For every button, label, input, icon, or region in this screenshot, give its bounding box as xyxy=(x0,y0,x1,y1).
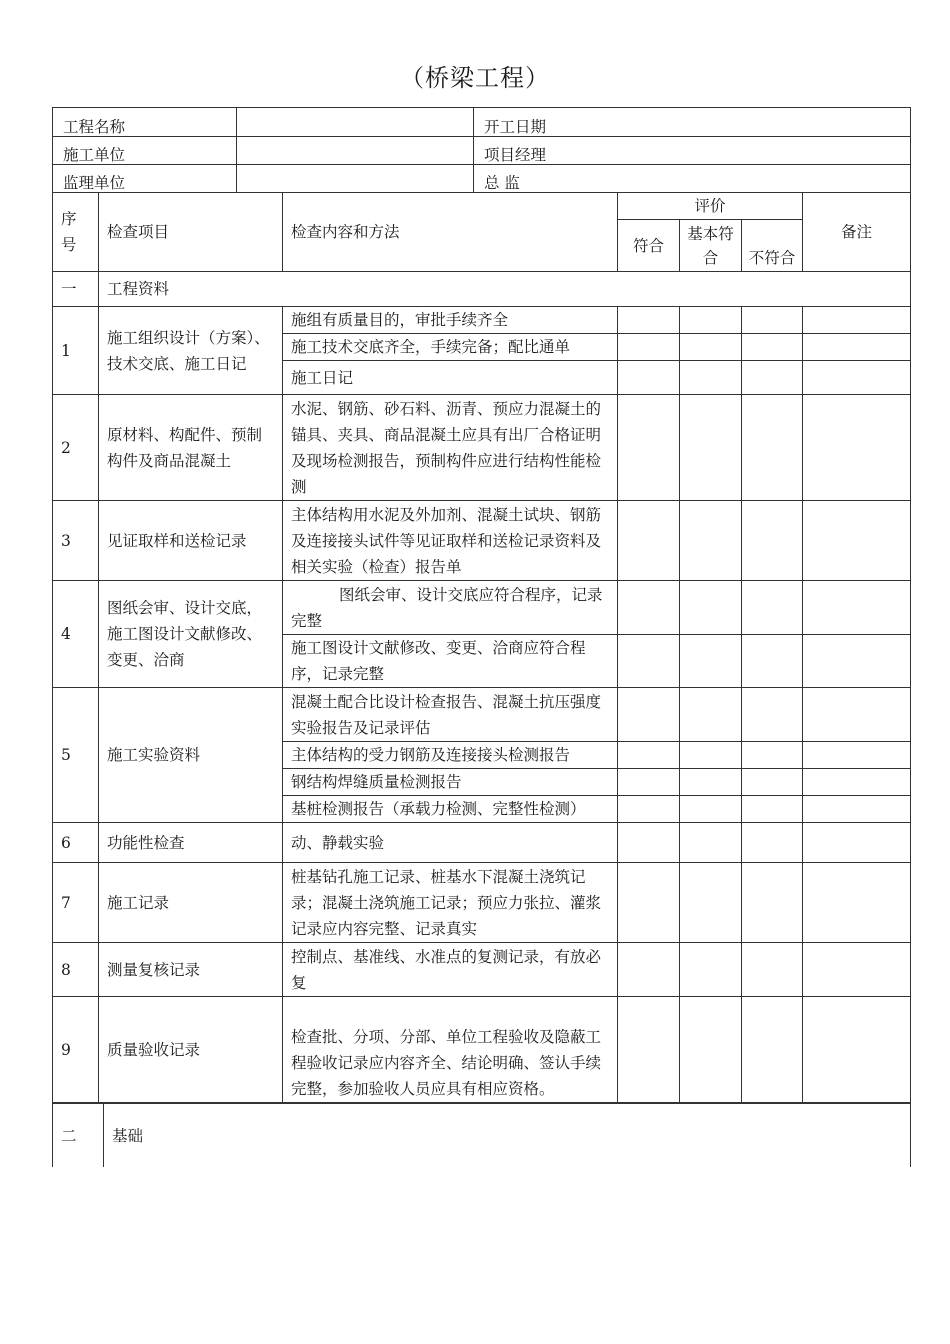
row-item: 原材料、构配件、预制构件及商品混凝土 xyxy=(99,395,283,501)
header-not-conform: 不符合 xyxy=(742,220,803,272)
row-seq: 5 xyxy=(53,688,99,823)
header-item: 检查项目 xyxy=(99,193,283,272)
basic-conform-cell[interactable] xyxy=(680,635,742,688)
row-content: 施组有质量目的，审批手续齐全 xyxy=(283,307,618,334)
basic-conform-cell[interactable] xyxy=(680,307,742,334)
basic-conform-cell[interactable] xyxy=(680,581,742,635)
not-conform-cell[interactable] xyxy=(742,361,803,395)
not-conform-cell[interactable] xyxy=(742,823,803,863)
not-conform-cell[interactable] xyxy=(742,769,803,796)
basic-conform-cell[interactable] xyxy=(680,501,742,581)
row-content: 水泥、钢筋、砂石料、沥青、预应力混凝土的锚具、夹具、商品混凝土应具有出厂合格证明及现场检测报告，预制构件应进行结构性能检测 xyxy=(283,395,618,501)
basic-conform-cell[interactable] xyxy=(680,943,742,997)
row-content: 主体结构用水泥及外加剂、混凝土试块、钢筋及连接接头试件等见证取样和送检记录资料及相关实验（检查）报告单 xyxy=(283,501,618,581)
not-conform-cell[interactable] xyxy=(742,796,803,823)
row-content: 混凝土配合比设计检查报告、混凝土抗压强度实验报告及记录评估 xyxy=(283,688,618,742)
not-conform-cell[interactable] xyxy=(742,581,803,635)
row-item: 质量验收记录 xyxy=(99,997,283,1103)
row-item: 施工实验资料 xyxy=(99,688,283,823)
row-content: 施工日记 xyxy=(283,361,618,395)
not-conform-cell[interactable] xyxy=(742,395,803,501)
row-content: 检查批、分项、分部、单位工程验收及隐蔽工程验收记录应内容齐全、结论明确、签认手续完整，参加验收人员应具有相应资格。 xyxy=(283,997,618,1103)
row-content: 动、静载实验 xyxy=(283,823,618,863)
remarks-cell[interactable] xyxy=(803,501,911,581)
conform-cell[interactable] xyxy=(618,943,680,997)
remarks-cell[interactable] xyxy=(803,395,911,501)
remarks-cell[interactable] xyxy=(803,943,911,997)
basic-conform-cell[interactable] xyxy=(680,796,742,823)
conform-cell[interactable] xyxy=(618,796,680,823)
remarks-cell[interactable] xyxy=(803,307,911,334)
row-content: 施工技术交底齐全，手续完备；配比通单 xyxy=(283,334,618,361)
not-conform-cell[interactable] xyxy=(742,742,803,769)
row-content: 主体结构的受力钢筋及连接接头检测报告 xyxy=(283,742,618,769)
basic-conform-cell[interactable] xyxy=(680,769,742,796)
remarks-cell[interactable] xyxy=(803,581,911,635)
inspection-table xyxy=(52,192,911,1103)
section-title: 工程资料 xyxy=(99,272,911,307)
conform-cell[interactable] xyxy=(618,823,680,863)
not-conform-cell[interactable] xyxy=(742,334,803,361)
remarks-cell[interactable] xyxy=(803,796,911,823)
not-conform-cell[interactable] xyxy=(742,863,803,943)
conform-cell[interactable] xyxy=(618,395,680,501)
remarks-cell[interactable] xyxy=(803,361,911,395)
not-conform-cell[interactable] xyxy=(742,943,803,997)
conform-cell[interactable] xyxy=(618,742,680,769)
row-seq: 3 xyxy=(53,501,99,581)
basic-conform-cell[interactable] xyxy=(680,997,742,1103)
remarks-cell[interactable] xyxy=(803,688,911,742)
row-content-text: 图纸会审、设计交底应符合程序，记录完整 xyxy=(291,585,603,630)
chief-supervisor-label: 总 监 xyxy=(474,165,911,193)
remarks-cell[interactable] xyxy=(803,334,911,361)
conform-cell[interactable] xyxy=(618,635,680,688)
header-evaluation: 评价 xyxy=(618,193,803,220)
remarks-cell[interactable] xyxy=(803,997,911,1103)
conform-cell[interactable] xyxy=(618,581,680,635)
remarks-cell[interactable] xyxy=(803,635,911,688)
row-item: 测量复核记录 xyxy=(99,943,283,997)
not-conform-cell[interactable] xyxy=(742,997,803,1103)
conform-cell[interactable] xyxy=(618,501,680,581)
conform-cell[interactable] xyxy=(618,688,680,742)
row-item: 施工组织设计（方案）、技术交底、施工日记 xyxy=(99,307,283,395)
basic-conform-cell[interactable] xyxy=(680,395,742,501)
header-conform: 符合 xyxy=(618,220,680,272)
row-content: 桩基钻孔施工记录、桩基水下混凝土浇筑记录；混凝土浇筑施工记录；预应力张拉、灌浆记录应内容完整、记录真实 xyxy=(283,863,618,943)
row-content: 施工图设计文献修改、变更、洽商应符合程序，记录完整 xyxy=(283,635,618,688)
section-seq: 一 xyxy=(53,272,99,307)
row-content: 基桩检测报告（承载力检测、完整性检测） xyxy=(283,796,618,823)
row-item: 图纸会审、设计交底，施工图设计文献修改、变更、洽商 xyxy=(99,581,283,688)
supervision-unit-field[interactable] xyxy=(237,165,474,193)
row-seq: 1 xyxy=(53,307,99,395)
row-seq: 9 xyxy=(53,997,99,1103)
row-item: 功能性检查 xyxy=(99,823,283,863)
section-two-table xyxy=(52,1102,911,1167)
row-item: 施工记录 xyxy=(99,863,283,943)
basic-conform-cell[interactable] xyxy=(680,361,742,395)
row-seq: 6 xyxy=(53,823,99,863)
conform-cell[interactable] xyxy=(618,997,680,1103)
supervision-unit-label: 监理单位 xyxy=(53,165,237,193)
row-item: 见证取样和送检记录 xyxy=(99,501,283,581)
basic-conform-cell[interactable] xyxy=(680,823,742,863)
not-conform-cell[interactable] xyxy=(742,688,803,742)
conform-cell[interactable] xyxy=(618,863,680,943)
remarks-cell[interactable] xyxy=(803,863,911,943)
construction-unit-field[interactable] xyxy=(237,137,474,165)
project-name-field[interactable] xyxy=(237,108,474,137)
conform-cell[interactable] xyxy=(618,361,680,395)
row-seq: 7 xyxy=(53,863,99,943)
row-seq: 2 xyxy=(53,395,99,501)
header-basic-conform: 基本符合 xyxy=(680,220,742,272)
row-seq: 4 xyxy=(53,581,99,688)
not-conform-cell[interactable] xyxy=(742,501,803,581)
basic-conform-cell[interactable] xyxy=(680,863,742,943)
construction-unit-label: 施工单位 xyxy=(53,137,237,165)
row-content: 控制点、基准线、水准点的复测记录，有放必复 xyxy=(283,943,618,997)
row-seq: 8 xyxy=(53,943,99,997)
conform-cell[interactable] xyxy=(618,769,680,796)
start-date-label: 开工日期 xyxy=(474,108,911,137)
project-info-table xyxy=(52,107,911,193)
document-title: （桥梁工程） xyxy=(400,64,550,92)
conform-cell[interactable] xyxy=(618,307,680,334)
row-content: 钢结构焊缝质量检测报告 xyxy=(283,769,618,796)
remarks-cell[interactable] xyxy=(803,769,911,796)
conform-cell[interactable] xyxy=(618,334,680,361)
header-seq: 序号 xyxy=(53,193,99,272)
project-name-label: 工程名称 xyxy=(53,108,237,137)
basic-conform-cell[interactable] xyxy=(680,334,742,361)
remarks-cell[interactable] xyxy=(803,823,911,863)
section-title: 基础 xyxy=(104,1103,911,1167)
basic-conform-cell[interactable] xyxy=(680,742,742,769)
basic-conform-cell[interactable] xyxy=(680,688,742,742)
row-content xyxy=(283,581,618,635)
section-seq: 二 xyxy=(53,1103,104,1167)
remarks-cell[interactable] xyxy=(803,742,911,769)
not-conform-cell[interactable] xyxy=(742,635,803,688)
header-remarks: 备注 xyxy=(803,193,911,272)
project-manager-label: 项目经理 xyxy=(474,137,911,165)
header-content: 检查内容和方法 xyxy=(283,193,618,272)
not-conform-cell[interactable] xyxy=(742,307,803,334)
